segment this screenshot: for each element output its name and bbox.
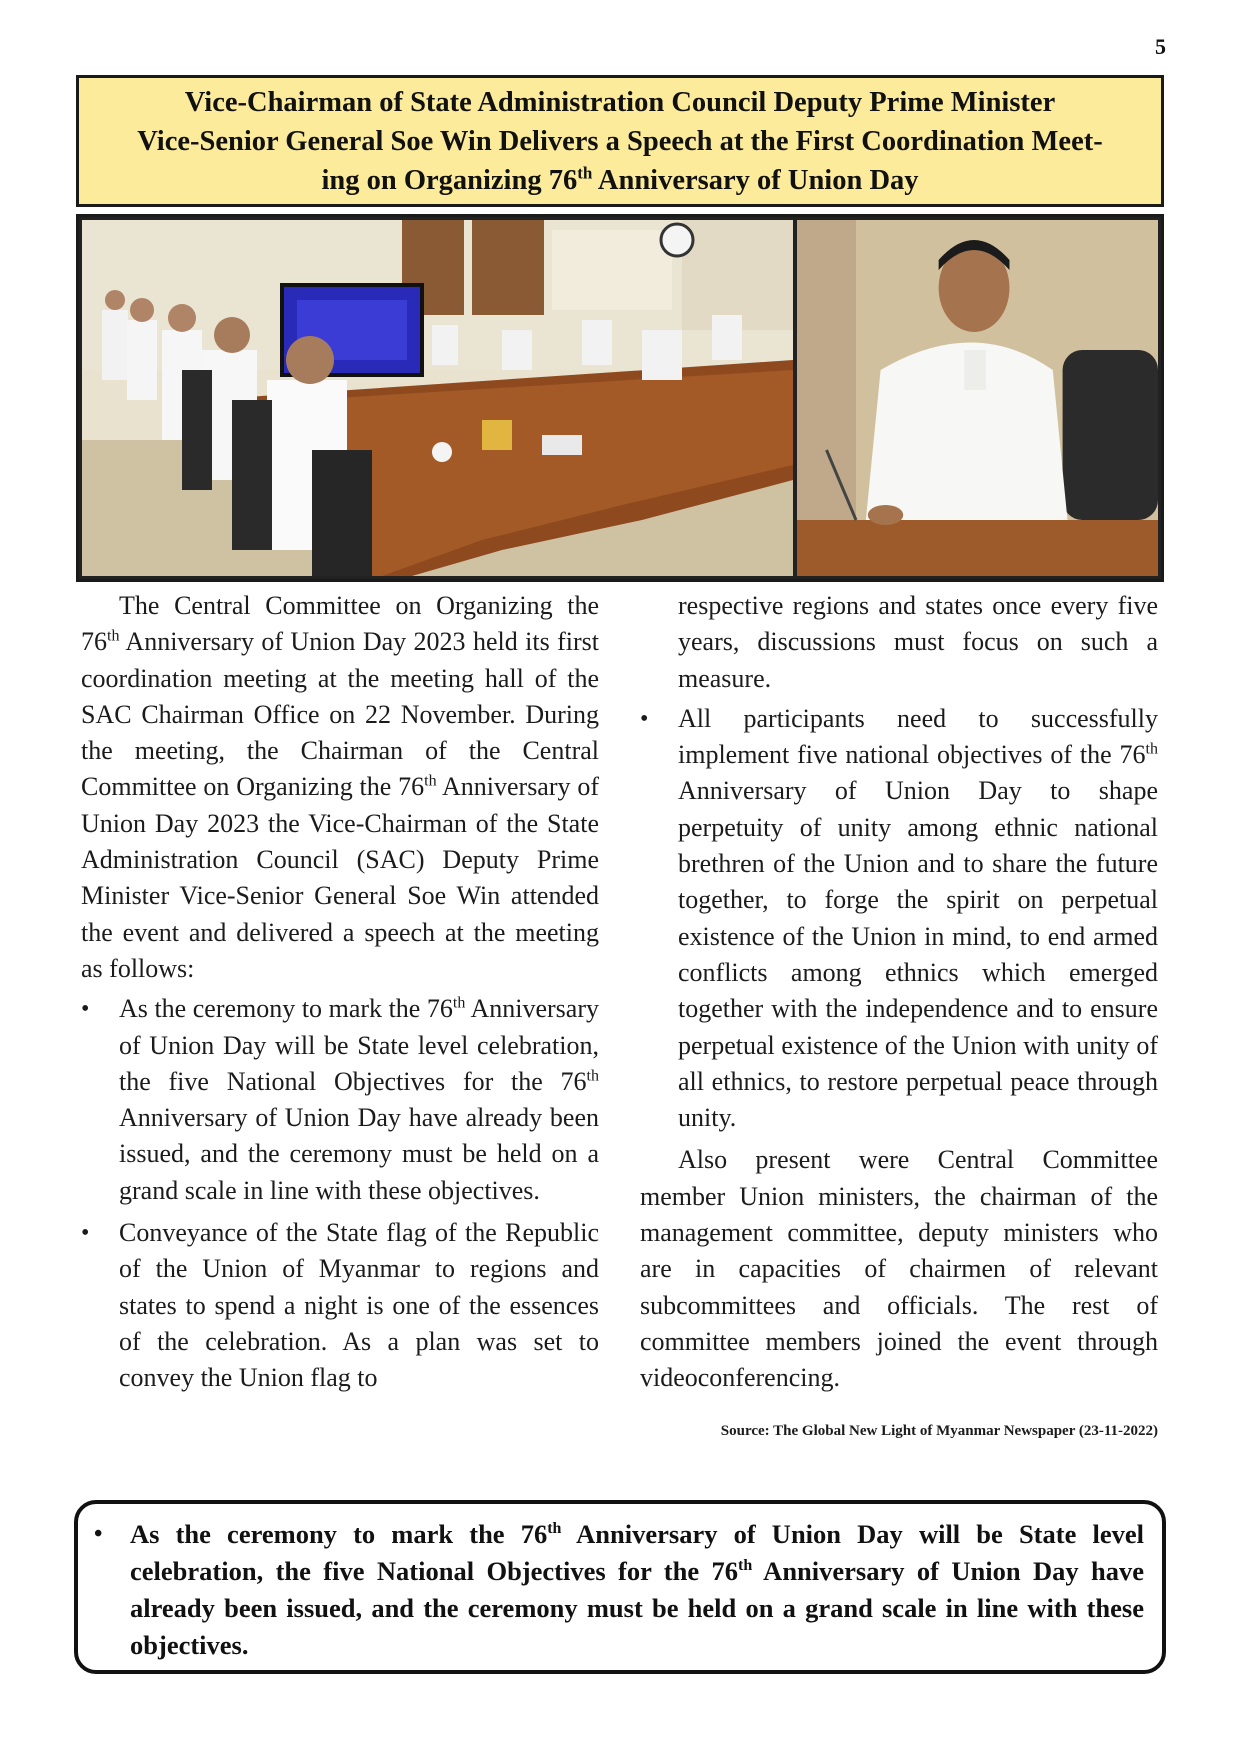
highlight-text: • As the ceremony to mark the 76th Anniversary of Union Day will be State level celebration, the five National Objectives for the 76th Anniversary of Union Day have already been issued, and the ceremony must be held on a grand scale in line with these objectives. bbox=[130, 1516, 1144, 1664]
speech-points-list bbox=[81, 991, 599, 1396]
headline-box bbox=[76, 75, 1164, 207]
headline-line-2: Vice-Senior General Soe Win Delivers a Speech at the First Coordination Meet- bbox=[137, 125, 1103, 157]
highlight-box bbox=[74, 1500, 1166, 1674]
intro-paragraph: The Central Committee on Organizing the 76th Anniversary of Union Day 2023 held its first coordination meeting at the meeting hall of the SAC Chairman Office on 22 November. During the meeting, the Chairman of the Central Committee on Organizing the 76th Anniversary of Union Day 2023 the Vice-Chairman of the State Administration Council (SAC) Deputy Prime Minister Vice-Senior General Soe Win attended the event and delivered a speech at the meeting as follows: bbox=[81, 591, 599, 983]
list-item: • As the ceremony to mark the 76th Anniversary of Union Day will be State level celebration, the five National Objectives for the 76th Anniversary of Union Day have already been issued, and the ceremony must be held on a grand scale in line with these objectives. bbox=[81, 991, 599, 1209]
speaker-illustration bbox=[797, 220, 1158, 576]
list-item-continued: respective regions and states once every five years, discussions must focus on such a measure. bbox=[678, 591, 1158, 693]
page-number: 5 bbox=[1155, 34, 1166, 59]
source-credit: Source: The Global New Light of Myanmar Newspaper (23-11-2022) bbox=[720, 1422, 1158, 1439]
article-column-right bbox=[640, 588, 1158, 1449]
meeting-room-photo bbox=[82, 220, 793, 576]
article-column-left bbox=[81, 588, 599, 1403]
headline-line-3: ing on Organizing 76th Anniversary of Union Day bbox=[321, 163, 919, 196]
speaker-photo bbox=[797, 220, 1158, 576]
list-item: • All participants need to successfully implement five national objectives of the 76th Anniversary of Union Day to shape perpetuity of unity among ethnic national brethren of the Union and to share the future together, to forge the spirit on perpetual existence of the Union in mind, to end armed conflicts among ethnics which emerged together with the independence and to ensure perpetual existence of the Union with unity of all ethnics, to restore perpetual peace through unity. bbox=[640, 701, 1158, 1137]
meeting-room-illustration bbox=[82, 220, 793, 576]
list-item: • Conveyance of the State flag of the Republic of the Union of Myanmar to regions and states to spend a night is one of the essences of the celebration. As a plan was set to convey the Union flag to bbox=[81, 1215, 599, 1396]
closing-paragraph: Also present were Central Committee member Union ministers, the chairman of the management committee, deputy ministers who are in capacities of chairmen of relevant subcommittees and officials. The rest of committee members joined the event through videoconferencing. bbox=[640, 1145, 1158, 1393]
speech-points-list-continued bbox=[640, 701, 1158, 1137]
headline bbox=[137, 83, 1102, 200]
photo-frame bbox=[76, 214, 1164, 582]
headline-line-1: Vice-Chairman of State Administration Council Deputy Prime Minister bbox=[184, 86, 1056, 118]
